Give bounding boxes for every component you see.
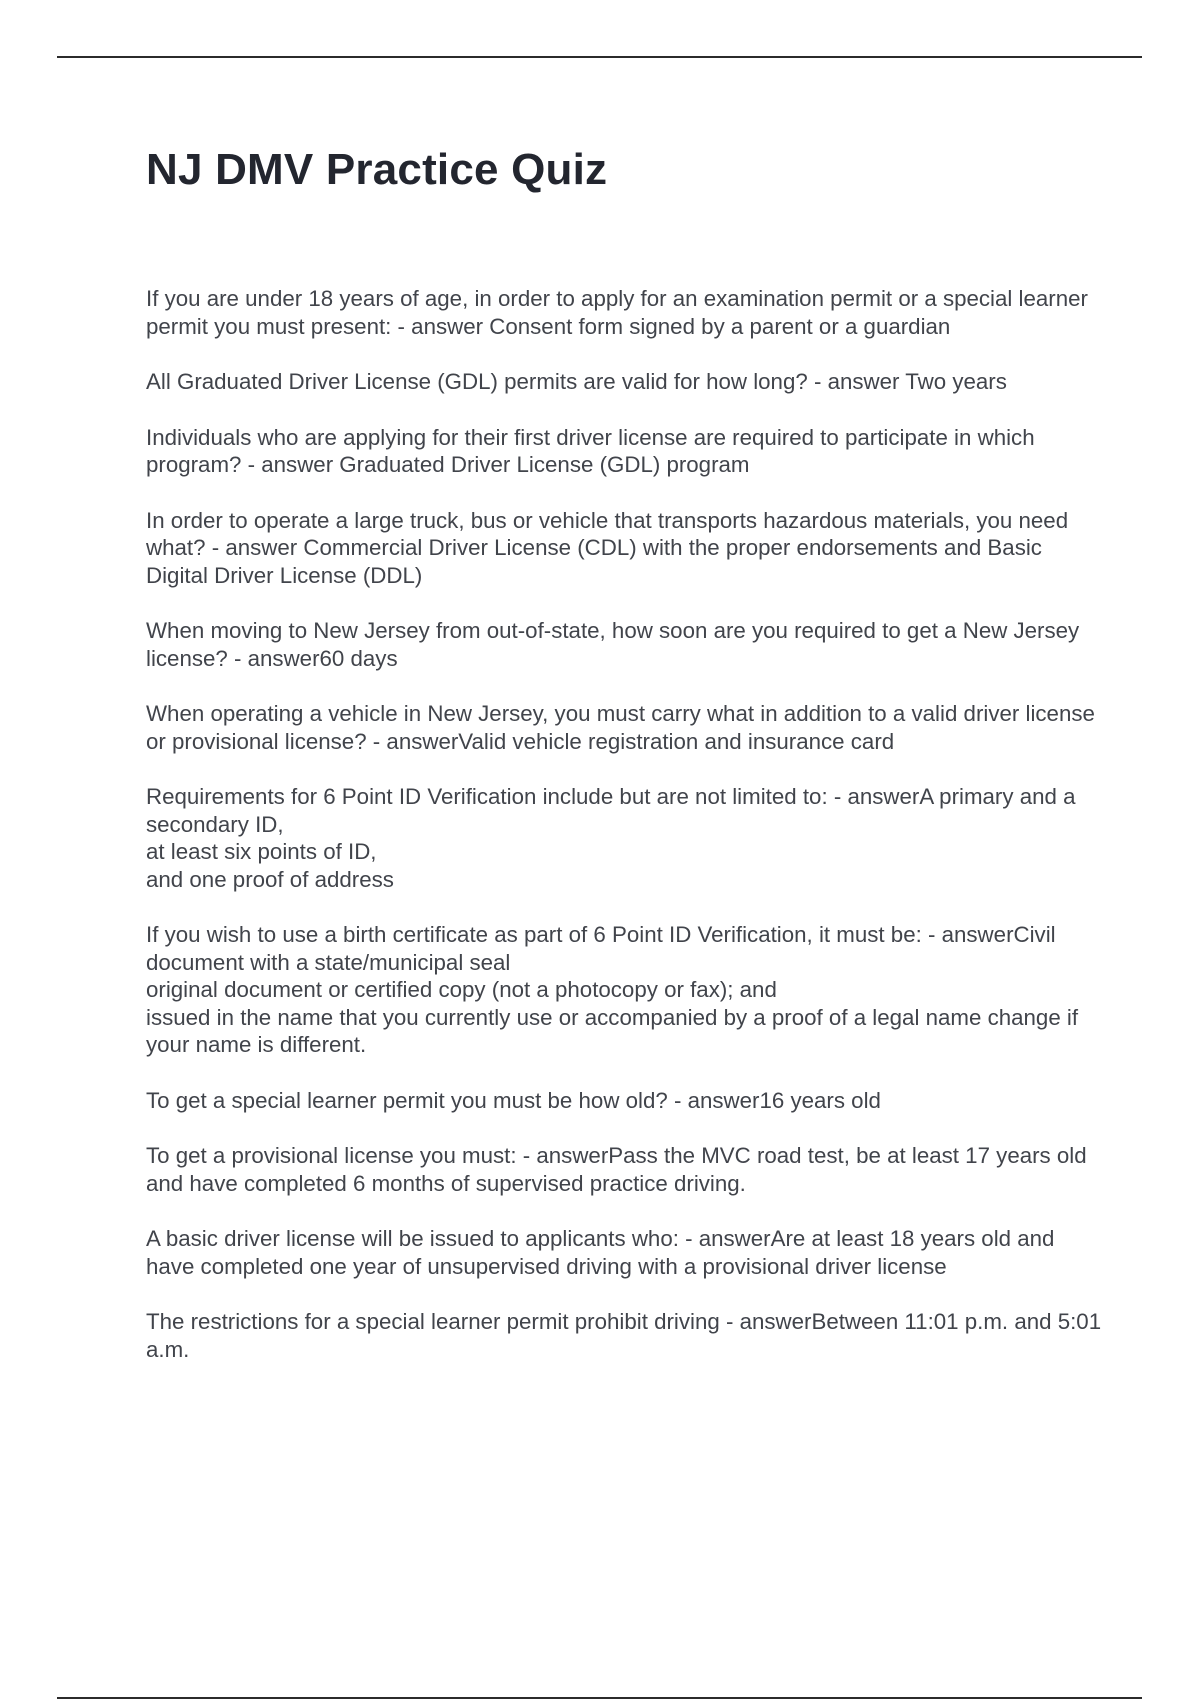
bottom-divider: [57, 1697, 1142, 1699]
quiz-item: If you wish to use a birth certificate as part of 6 Point ID Verification, it must be: - answerCivil document with a state/municipal seal original document or certified copy (not a photocopy or fax); and issued in the name that you currently use or accompanied by a proof of a legal name change if your name is different.: [146, 922, 1079, 1057]
quiz-content: [146, 285, 1106, 1391]
quiz-item: Requirements for 6 Point ID Verification include but are not limited to: - answerA primary and a secondary ID, at least six points of ID, and one proof of address: [146, 784, 1076, 892]
quiz-item: The restrictions for a special learner permit prohibit driving - answerBetween 11:01 p.m. and 5:01 a.m.: [146, 1309, 1102, 1362]
quiz-item: All Graduated Driver License (GDL) permits are valid for how long? - answer Two years: [146, 369, 1007, 394]
quiz-item: In order to operate a large truck, bus or vehicle that transports hazardous materials, you need what? - answer Commercial Driver License (CDL) with the proper endorsements and Basic Digital Driver License (DDL): [146, 507, 1069, 588]
page-title: NJ DMV Practice Quiz: [146, 145, 608, 194]
top-divider: [57, 56, 1142, 58]
quiz-item: When operating a vehicle in New Jersey, you must carry what in addition to a valid driver license or provisional license? - answerValid vehicle registration and insurance card: [146, 701, 1095, 754]
quiz-item: A basic driver license will be issued to applicants who: - answerAre at least 18 years old and have completed one year of unsupervised driving with a provisional driver license: [146, 1226, 1055, 1279]
quiz-item: To get a provisional license you must: - answerPass the MVC road test, be at least 17 years old and have completed 6 months of supervised practice driving.: [146, 1143, 1087, 1196]
quiz-item: To get a special learner permit you must be how old? - answer16 years old: [146, 1087, 881, 1113]
quiz-item: When moving to New Jersey from out-of-state, how soon are you required to get a New Jersey license? - answer60 days: [146, 618, 1080, 671]
quiz-item: If you are under 18 years of age, in order to apply for an examination permit or a special learner permit you must present: - answer Consent form signed by a parent or a guardian: [146, 286, 1088, 339]
quiz-item: Individuals who are applying for their first driver license are required to participate in which program? - answer Graduated Driver License (GDL) program: [146, 424, 1035, 477]
